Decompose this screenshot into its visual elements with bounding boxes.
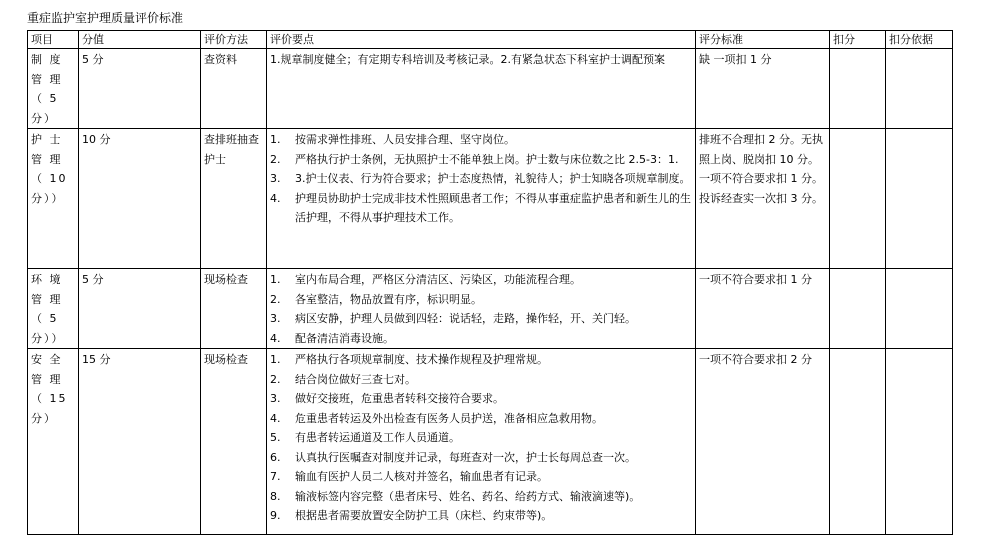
item-number: 6.	[270, 450, 281, 464]
score-cell: 10 分	[79, 129, 201, 269]
points-list	[270, 270, 692, 348]
deduct-cell	[830, 129, 886, 269]
header-item: 项目	[28, 31, 79, 49]
header-basis: 扣分依据	[886, 31, 953, 49]
standard-cell: 一项不符合要求扣 1 分	[696, 269, 830, 349]
list-item	[270, 370, 692, 390]
basis-cell	[886, 349, 953, 535]
evaluation-table	[27, 30, 953, 535]
item-text: 严格执行各项规章制度、技术操作规程及护理常规。	[295, 353, 548, 366]
item-cell: 环 境 管 理 （ 5 分））	[28, 269, 79, 349]
list-item	[270, 169, 692, 189]
points-list	[270, 350, 692, 526]
item-number: 3.	[270, 392, 281, 405]
basis-cell	[886, 49, 953, 129]
table-header-row	[28, 31, 953, 49]
item-text: 严格执行护士条例，无执照护士不能单独上岗。护士数与床位数之比 2.5-3：1.	[295, 152, 679, 166]
item-text: 病区安静，护理人员做到四轻：说话轻，走路，操作轻，开、关门轻。	[295, 312, 636, 325]
score-cell: 15 分	[79, 349, 201, 535]
item-number: 2.	[270, 292, 281, 306]
basis-cell	[886, 129, 953, 269]
table-row	[28, 269, 953, 349]
method-cell: 现场检查	[201, 269, 267, 349]
item-text: 按需求弹性排班、人员安排合理、坚守岗位。	[295, 133, 515, 146]
header-deduct: 扣分	[830, 31, 886, 49]
score-cell: 5 分	[79, 49, 201, 129]
item-text: 护理员协助护士完成非技术性照顾患者工作；不得从事重症监护患者和新生儿的生活护理，不得从事护理技术工作。	[295, 191, 691, 224]
deduct-cell	[830, 349, 886, 535]
item-number: 4.	[270, 191, 281, 205]
basis-cell	[886, 269, 953, 349]
item-number: 8.	[270, 489, 281, 503]
page-title: 重症监护室护理质量评价标准	[27, 11, 184, 25]
list-item	[270, 467, 692, 487]
list-item	[270, 329, 692, 349]
item-number: 1.	[270, 353, 281, 366]
method-cell: 现场检查	[201, 349, 267, 535]
item-text: 有患者转运通道及工作人员通道。	[295, 431, 460, 444]
item-number: 1.	[270, 273, 281, 286]
item-text: 危重患者转运及外出检查有医务人员护送，准备相应急救用物。	[295, 411, 603, 425]
item-number: 7.	[270, 470, 281, 483]
item-cell: 制 度 管 理 （ 5 分）	[28, 49, 79, 129]
header-points: 评价要点	[267, 31, 696, 49]
deduct-cell	[830, 49, 886, 129]
list-item	[270, 350, 692, 370]
item-text: 认真执行医嘱查对制度并记录，每班查对一次，护士长每周总查一次。	[295, 450, 636, 464]
item-text: 配备清洁消毒设施。	[295, 331, 394, 345]
list-item	[270, 130, 692, 150]
standard-cell: 缺 一项扣 1 分	[696, 49, 830, 129]
table-row	[28, 349, 953, 535]
item-number: 5.	[270, 431, 281, 444]
points-cell: 1.规章制度健全；有定期专科培训及考核记录。2.有紧急状态下科室护士调配预案	[267, 49, 696, 129]
item-number: 3.	[270, 312, 281, 325]
header-method: 评价方法	[201, 31, 267, 49]
item-text: 室内布局合理，严格区分清洁区、污染区，功能流程合理。	[295, 273, 581, 286]
list-item	[270, 428, 692, 448]
list-item	[270, 448, 692, 468]
list-item	[270, 189, 692, 228]
list-item	[270, 309, 692, 329]
list-item	[270, 506, 692, 526]
standard-cell: 排班不合理扣 2 分。无执照上岗、脱岗扣 10 分。一项不符合要求扣 1 分。投诉经查实一次扣 3 分。	[696, 129, 830, 269]
list-item	[270, 487, 692, 507]
header-score: 分值	[79, 31, 201, 49]
score-cell: 5 分	[79, 269, 201, 349]
points-cell	[267, 129, 696, 269]
item-text: 各室整洁，物品放置有序，标识明显。	[295, 292, 482, 306]
method-cell: 查排班抽查护士	[201, 129, 267, 269]
item-cell: 护 士 管 理 （ 10 分））	[28, 129, 79, 269]
table-row	[28, 129, 953, 269]
item-text: 做好交接班，危重患者转科交接符合要求。	[295, 392, 504, 405]
header-standard: 评分标准	[696, 31, 830, 49]
item-cell: 安 全 管 理 （ 15 分）	[28, 349, 79, 535]
item-number: 4.	[270, 331, 281, 345]
item-number: 4.	[270, 411, 281, 425]
item-number: 9.	[270, 509, 281, 522]
item-number: 3.	[270, 172, 281, 185]
list-item	[270, 150, 692, 170]
points-cell	[267, 349, 696, 535]
item-text: 根据患者需要放置安全防护工具（床栏、约束带等)。	[295, 509, 553, 522]
standard-cell: 一项不符合要求扣 2 分	[696, 349, 830, 535]
deduct-cell	[830, 269, 886, 349]
method-cell: 查资料	[201, 49, 267, 129]
item-text: 3.护士仪表、行为符合要求；护士态度热情，礼貌待人；护士知晓各项规章制度。	[295, 172, 691, 185]
item-number: 1.	[270, 133, 281, 146]
list-item	[270, 389, 692, 409]
item-text: 结合岗位做好三查七对。	[295, 372, 416, 386]
item-number: 2.	[270, 372, 281, 386]
list-item	[270, 409, 692, 429]
item-text: 输血有医护人员二人核对并签名，输血患者有记录。	[295, 470, 548, 483]
item-number: 2.	[270, 152, 281, 166]
item-text: 输液标签内容完整（患者床号、姓名、药名、给药方式、输液滴速等)。	[295, 489, 641, 503]
points-list	[270, 130, 692, 228]
list-item	[270, 290, 692, 310]
list-item	[270, 270, 692, 290]
points-cell	[267, 269, 696, 349]
table-row	[28, 49, 953, 129]
